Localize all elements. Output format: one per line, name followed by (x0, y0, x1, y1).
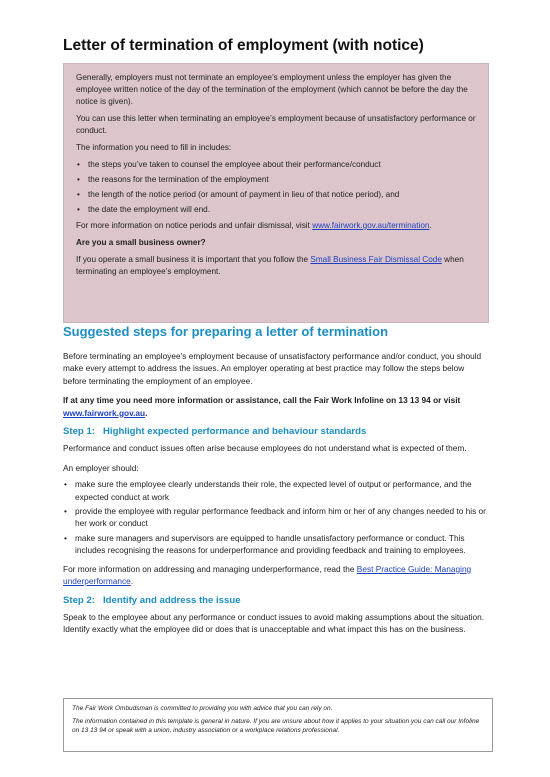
section-heading: Suggested steps for preparing a letter of termination (63, 324, 389, 339)
step-1-title: Highlight expected performance and behaviour standards (103, 426, 367, 438)
step-1-bullet-list (63, 478, 488, 556)
step-1-number: Step 1: (63, 426, 95, 438)
intro-paragraph: Before terminating an employee’s employment because of unsatisfactory performance and/or conduct, you should make every attempt to address the issues. An employer operating at best practice may follow the steps below before terminating the employment of an employee. (63, 351, 482, 386)
notice-p4-end: . (429, 221, 432, 230)
notice-paragraph-4 (76, 220, 476, 232)
step-2-number: Step 2: (63, 594, 95, 606)
list-item: • the reasons for the termination of the employment (76, 174, 476, 186)
notice-bullet-list (76, 159, 476, 216)
notice-paragraph-5 (76, 254, 476, 278)
best-practice-guide-link[interactable]: Best Practice Guide: Managing underperformance (63, 563, 472, 587)
page-title: Letter of termination of employment (with notice) (63, 37, 424, 54)
step-1-p3-end: . (130, 576, 134, 587)
notice-p4-text: For more information on notice periods and unfair dismissal, visit (76, 221, 310, 230)
list-item: • the date the employment will end. (76, 204, 476, 216)
body-content (63, 350, 488, 643)
notice-paragraph-2: You can use this letter when terminating an employee’s employment because of unsatisfactory performance or conduct. (76, 114, 476, 135)
notice-p5-text: If you operate a small business it is important that you follow the (76, 255, 309, 264)
footer-line-2: The information contained in this template is general in nature. If you are unsure about how it applies to your situation you can call our Infoline on 13 13 94 or speak with a union, industry association or a workplace relations professional. (72, 718, 480, 734)
fair-dismissal-code-link[interactable]: Small Business Fair Dismissal Code (310, 255, 442, 264)
notice-p5-end: when terminating an employee’s employment. (76, 255, 464, 276)
notice-box (63, 63, 489, 323)
step-2-title: Identify and address the issue (103, 594, 241, 606)
list-item: • make sure managers and supervisors are equipped to handle unsatisfactory performance or conduct. This includes recognising the reasons for underperformance and providing feedback and training to employees. (63, 532, 488, 557)
termination-link[interactable]: www.fairwork.gov.au/termination (312, 221, 430, 230)
infoline-text: If at any time you need more information or assistance, call the Fair Work Infoline on 13 13 94 or visit (63, 395, 461, 406)
step-1-paragraph-3 (63, 563, 488, 588)
small-business-heading: Are you a small business owner? (76, 238, 206, 247)
list-item: • make sure the employee clearly understands their role, the expected level of output or performance, and the expected conduct at work (63, 478, 488, 503)
list-item: • the length of the notice period (or amount of payment in lieu of that notice period), and (76, 189, 476, 201)
step-2-paragraph-1: Speak to the employee about any performance or conduct issues to avoid making assumptions about the situation. Identify exactly what the employee did or does that is unacceptable and what impact this has on the business. (63, 611, 485, 635)
step-1-paragraph-1: Performance and conduct issues often arise because employees do not understand what is expected of them. (63, 443, 467, 454)
step-1-paragraph-2: An employer should: (63, 462, 139, 473)
list-item: • the steps you’ve taken to counsel the employee about their performance/conduct (76, 159, 476, 171)
footer-line-1: The Fair Work Ombudsman is committed to providing you with advice that you can rely on. (72, 705, 333, 712)
step-1-heading (63, 426, 488, 438)
fairwork-link[interactable]: www.fairwork.gov.au (63, 407, 146, 418)
notice-paragraph-1: Generally, employers must not terminate an employee’s employment unless the employer has given the employee written notice of the day of the termination of the employment (which cannot be before the day the notice is given). (76, 73, 468, 106)
footer-disclaimer-box (63, 698, 493, 752)
infoline-end: . (145, 407, 148, 418)
infoline-paragraph (63, 394, 488, 419)
list-item: • provide the employee with regular performance feedback and inform him or her of any changes needed to his or her work or conduct (63, 505, 488, 530)
step-2-heading (63, 595, 488, 607)
notice-paragraph-3: The information you need to fill in includes: (76, 143, 232, 152)
step-1-p3-text: For more information on addressing and managing underperformance, read the (63, 563, 355, 574)
